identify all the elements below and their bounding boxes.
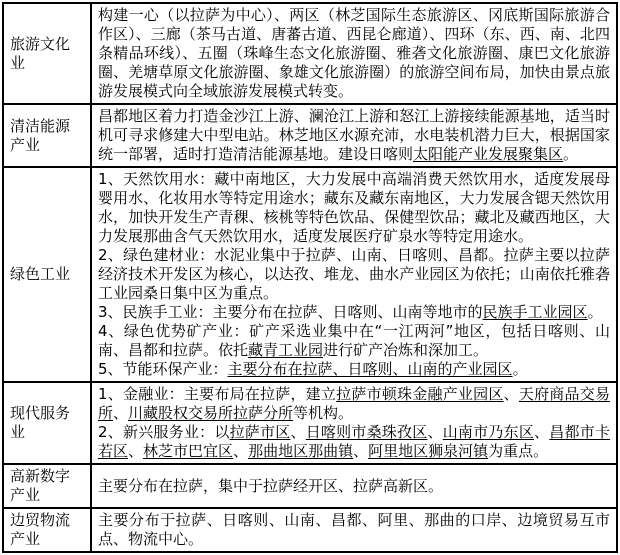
text-segment: 主要分布于拉萨、日喀则、山南、昌都、阿里、那曲的口岸、边境贸易互市点、物流中心。 xyxy=(98,511,610,548)
cell-paragraph xyxy=(98,303,610,322)
text-segment: 。 xyxy=(512,360,528,378)
industry-category-green-industry: 绿色工业 xyxy=(3,167,91,382)
text-segment: 、 xyxy=(113,404,129,422)
text-segment: 4、绿色优势矿产业：矿产采选业集中在“一江两河”地区，包括日喀则、山南、昌都和拉萨。依托 xyxy=(98,322,610,359)
underlined-proper-noun: 山南市乃东区 xyxy=(442,423,535,441)
industry-category-border-trade-logistics: 边贸物流产业 xyxy=(3,508,91,552)
cell-paragraph xyxy=(98,423,610,461)
cell-paragraph xyxy=(98,107,610,164)
text-segment: 5、节能环保产业： xyxy=(98,360,228,378)
underlined-proper-noun: 天府商品交易所 xyxy=(98,385,610,422)
table-row xyxy=(3,382,617,464)
industry-category-clean-energy: 清洁能源产业 xyxy=(3,104,91,167)
text-segment: 3、民族手工业：主要分布在拉萨、日喀则、山南等地市的 xyxy=(98,303,483,321)
underlined-proper-noun: 拉萨市区 xyxy=(229,423,291,441)
industry-layout-table xyxy=(2,2,618,553)
cell-paragraph xyxy=(98,170,610,246)
underlined-proper-noun: 林芝市巴宜区 xyxy=(143,442,234,460)
underlined-proper-noun: 昌都市卡若区 xyxy=(98,423,610,460)
text-segment: 主要分布在拉萨，集中于拉萨经开区、拉萨高新区。 xyxy=(98,476,444,495)
text-segment: 2、新兴服务业：以 xyxy=(98,423,230,441)
table-row xyxy=(3,464,617,508)
text-segment: 、 xyxy=(427,423,443,441)
industry-description-clean-energy xyxy=(91,104,617,167)
text-segment: 、 xyxy=(128,442,144,460)
text-segment: 1、金融业：主要布局在拉萨，建立 xyxy=(98,385,337,403)
text-segment: 、 xyxy=(353,442,369,460)
underlined-proper-noun: 藏青工业园 xyxy=(248,341,324,359)
underlined-proper-noun: 阿里地区狮泉河镇 xyxy=(368,442,489,460)
text-segment: 昌都地区着力打造金沙江上游、澜沧江上游和怒江上游接续能源基地，适当时机可寻求修建大中型电站。林芝地区水源充沛，水电装机潜力巨大，根据国家统一部署，适时打造清洁能源基地。建设日喀则 xyxy=(98,107,610,163)
table-row xyxy=(3,3,617,104)
cell-paragraph xyxy=(98,246,610,303)
cell-paragraph xyxy=(98,477,610,496)
cell-paragraph xyxy=(98,360,610,379)
underlined-proper-noun: 主要分布在拉萨、日喀则、山南的产业园区 xyxy=(227,360,513,378)
industry-category-hightech-digital: 高新数字产业 xyxy=(3,464,91,508)
text-segment: 、 xyxy=(503,385,519,403)
industry-description-green-industry xyxy=(91,167,617,382)
table-row xyxy=(3,508,617,552)
underlined-proper-noun: 日喀则市桑珠孜区 xyxy=(305,423,428,441)
table-row xyxy=(3,167,617,382)
text-segment: 构建一心（以拉萨为中心）、两区（林芝国际生态旅游区、冈底斯国际旅游合作区）、三廊（茶马古道、唐蕃古道、西昆仑廊道）、四环（东、西、南、北四条精品环线）、五圈（珠峰生态文化旅游圈、雅砻文化旅游圈、康巴文化旅游圈、羌塘草原文化旅游圈、象雄文化旅游圈）的旅游空间布局，加快由景点旅游发展模式向全域旅游发展模式转变。 xyxy=(98,6,610,100)
underlined-proper-noun: 民族手工业园区 xyxy=(482,303,588,321)
text-segment: 1、天然饮用水：藏中南地区，大力发展中高端消费天然饮用水，适度发展母婴用水、化妆用水等特定用途水；藏东及藏东南地区，大力发展含锶天然饮用水，加快开发生产青稞、核桃等特色饮品、保健型饮品；藏北及藏西地区，大力发展那曲含气天然饮用水，适度发展医疗矿泉水等特定用途水。 xyxy=(98,170,610,245)
text-segment: 为重点。 xyxy=(488,442,549,460)
cell-paragraph xyxy=(98,322,610,360)
text-segment: 。 xyxy=(587,303,603,321)
underlined-proper-noun: 拉萨市顿珠金融产业园区 xyxy=(336,385,504,403)
underlined-proper-noun: 川藏股权交易所拉萨分所 xyxy=(128,404,294,422)
text-segment: 、 xyxy=(290,423,306,441)
text-segment: 等机构。 xyxy=(293,404,354,422)
text-segment: 。 xyxy=(563,145,579,163)
text-segment: 、 xyxy=(233,442,249,460)
table-row xyxy=(3,104,617,167)
underlined-proper-noun: 太阳能产业发展聚集区 xyxy=(413,145,564,163)
industry-description-tourism-culture xyxy=(91,3,617,104)
industry-description-border-trade-logistics xyxy=(91,508,617,552)
cell-paragraph xyxy=(98,385,610,423)
industry-description-modern-services xyxy=(91,382,617,464)
cell-paragraph xyxy=(98,6,610,101)
industry-category-tourism-culture: 旅游文化业 xyxy=(3,3,91,104)
text-segment: 2、绿色建材业：水泥业集中于拉萨、山南、日喀则、昌都。拉萨主要以拉萨经济技术开发区为核心，以达孜、堆龙、曲水产业园区为依托；山南依托雅砻工业园桑日集中区为重点。 xyxy=(98,246,610,302)
text-segment: 进行矿产冶炼和深加工。 xyxy=(323,341,489,359)
underlined-proper-noun: 那曲地区那曲镇 xyxy=(248,442,354,460)
industry-category-modern-services: 现代服务业 xyxy=(3,382,91,464)
cell-paragraph xyxy=(98,511,610,549)
industry-description-hightech-digital xyxy=(91,464,617,508)
text-segment: 、 xyxy=(534,423,550,441)
